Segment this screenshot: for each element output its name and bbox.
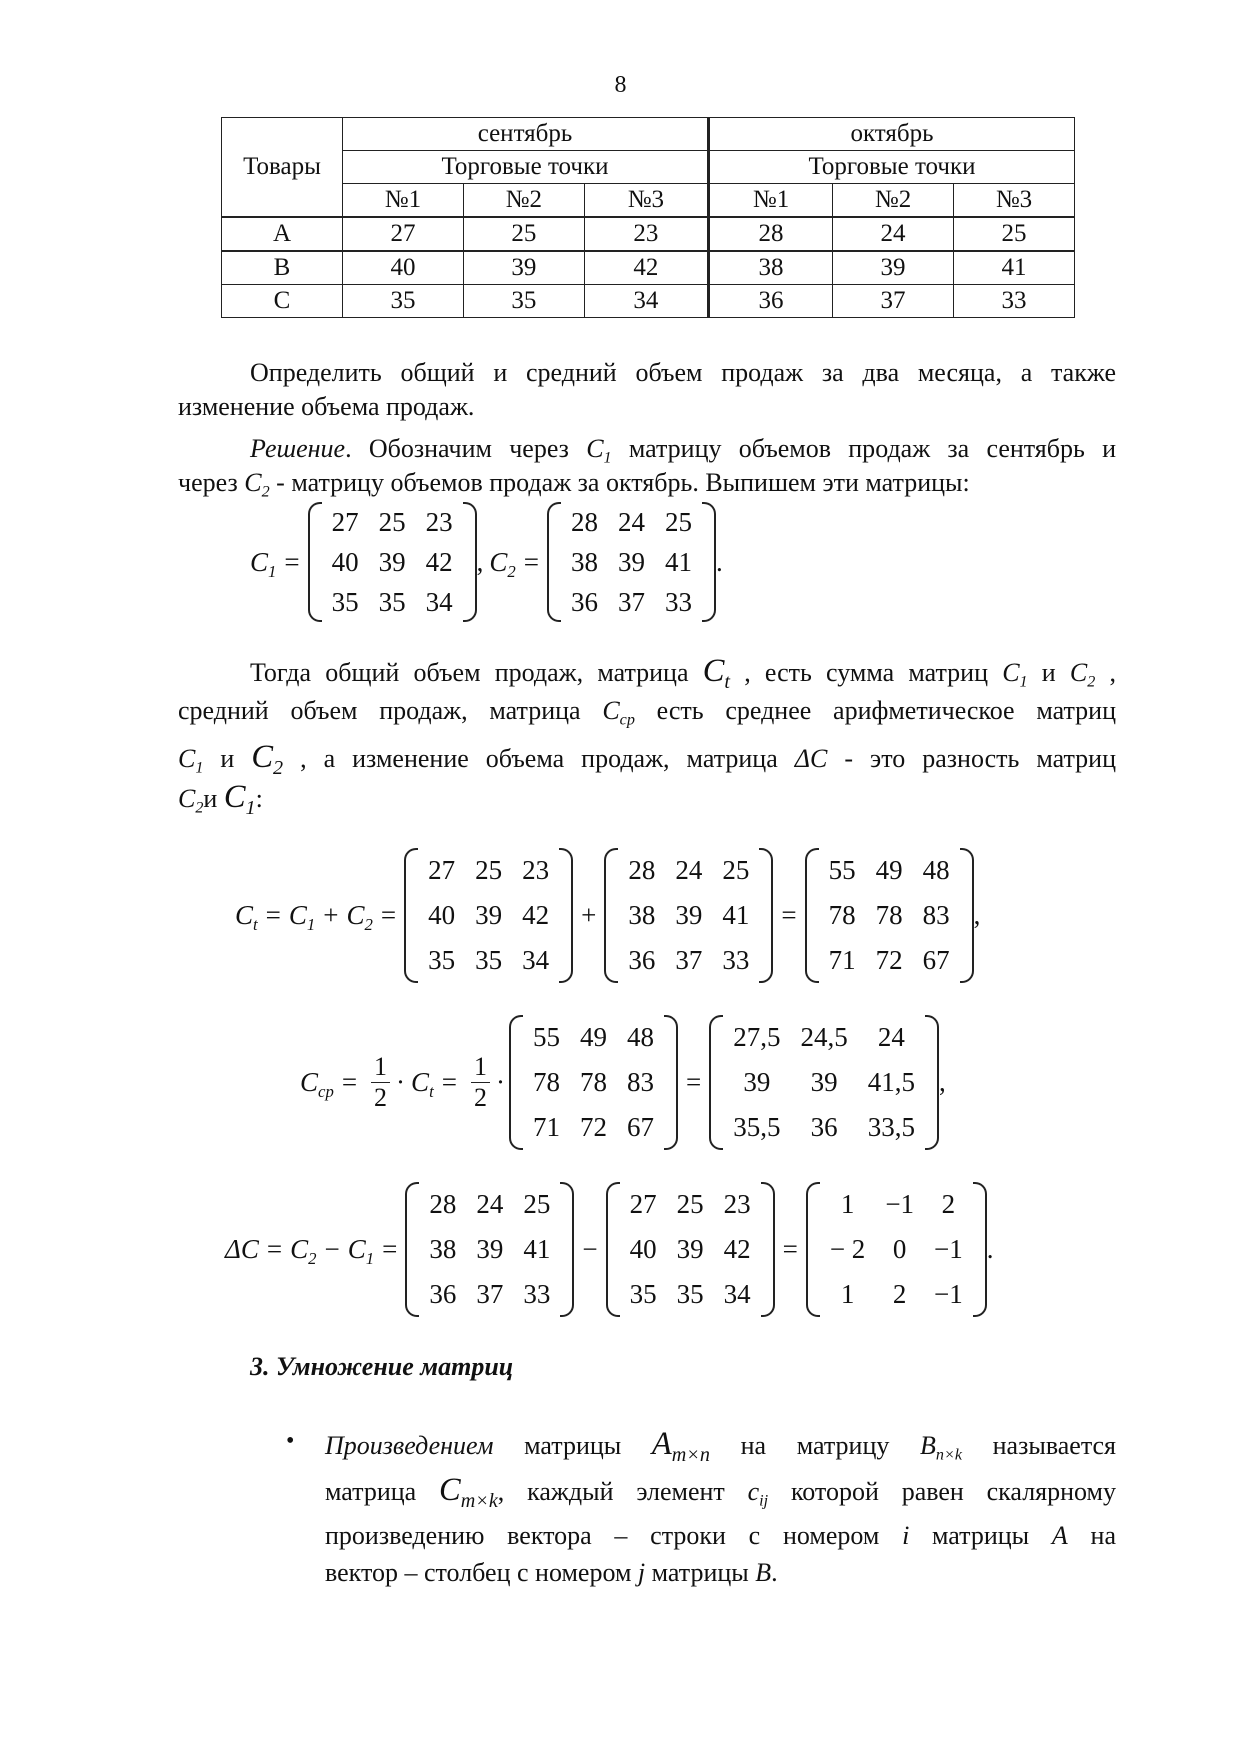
math-ct bbox=[702, 653, 731, 694]
equals-sign: = bbox=[284, 546, 300, 577]
math-sub: m×n bbox=[671, 1444, 710, 1467]
table-cell: 40 bbox=[343, 251, 464, 285]
matrix-cell: 33,5 bbox=[867, 1112, 915, 1142]
plus-sign: + bbox=[323, 900, 339, 930]
math-symbol: C bbox=[602, 696, 620, 725]
math-sub: 1 bbox=[365, 1248, 375, 1268]
matrix-cell: 34 bbox=[723, 1279, 751, 1309]
matrix-cell: 1 bbox=[840, 1189, 855, 1219]
matrix-cell: 36 bbox=[571, 587, 598, 617]
equals-sign: = bbox=[266, 1234, 283, 1264]
math-ct bbox=[411, 1067, 434, 1101]
definition-line-3 bbox=[325, 1514, 1116, 1558]
math-sub: 1 bbox=[306, 914, 316, 934]
then-line-4 bbox=[178, 778, 1116, 818]
math-sub: 2 bbox=[364, 914, 373, 934]
matrix-cell: −1 bbox=[934, 1234, 963, 1264]
then-line-2 bbox=[178, 692, 1116, 730]
text-run: Тогда общий объем продаж, матрица bbox=[250, 658, 703, 687]
fraction-numerator: 1 bbox=[471, 1052, 490, 1083]
matrix-c2 bbox=[547, 502, 716, 622]
math-sub: t bbox=[429, 1081, 434, 1101]
then-line-3 bbox=[178, 738, 1116, 778]
equals-sign: = bbox=[523, 546, 539, 577]
minus-sign: − bbox=[582, 1234, 598, 1264]
table-cell: 39 bbox=[833, 251, 954, 285]
dot-operator: · bbox=[495, 1067, 505, 1097]
math-ccp bbox=[602, 696, 635, 729]
math-sub: m×k bbox=[460, 1490, 498, 1513]
math-c1 bbox=[347, 1234, 375, 1268]
math-c2 bbox=[290, 1234, 317, 1268]
fraction-denominator: 2 bbox=[473, 1083, 487, 1112]
math-sub: 2 bbox=[195, 799, 204, 817]
matrix-cell: 25 bbox=[665, 507, 692, 537]
text-run: через bbox=[178, 468, 245, 497]
table-cell: 23 bbox=[584, 217, 708, 251]
table-cell: 33 bbox=[954, 285, 1075, 318]
matrix-cell: 27 bbox=[331, 507, 359, 537]
table-row bbox=[222, 285, 1075, 318]
math-c1 bbox=[223, 779, 256, 820]
matrix-ct bbox=[805, 848, 974, 983]
matrix-cell: 55 bbox=[532, 1022, 560, 1052]
table-cell: 35 bbox=[463, 285, 584, 318]
text-run: , а изменение объема продаж, матрица bbox=[283, 744, 795, 773]
math-i: i bbox=[902, 1521, 910, 1550]
matrix-c1 bbox=[308, 502, 477, 622]
math-symbol: C bbox=[251, 739, 274, 775]
text-run: матрицу объемов продаж за сентябрь и bbox=[611, 434, 1116, 463]
math-b: B bbox=[755, 1558, 772, 1587]
matrix-cell: 42 bbox=[522, 900, 550, 930]
matrix-cell: 48 bbox=[626, 1022, 654, 1052]
math-sub: 2 bbox=[261, 483, 270, 501]
equals-sign: = bbox=[685, 1067, 702, 1097]
text-run: матрица bbox=[325, 1477, 440, 1506]
math-c1 bbox=[586, 434, 612, 467]
equals-sign: = bbox=[382, 1234, 398, 1264]
math-symbol: C bbox=[1069, 658, 1088, 687]
math-c1 bbox=[178, 744, 204, 777]
math-b-nk bbox=[920, 1431, 962, 1464]
matrix-cell: 35 bbox=[676, 1279, 704, 1309]
matrix-cell: 34 bbox=[522, 945, 550, 975]
math-sub: 1 bbox=[245, 797, 256, 820]
matrix-cell: 33 bbox=[722, 945, 750, 975]
equals-sign: = bbox=[341, 1067, 358, 1097]
fraction-half bbox=[471, 1052, 490, 1113]
then-line-1 bbox=[178, 652, 1116, 692]
goods-header: Товары bbox=[222, 118, 343, 218]
matrix-cell: 27 bbox=[629, 1189, 657, 1219]
table-cell: 36 bbox=[708, 285, 832, 318]
matrix-c1 bbox=[404, 848, 573, 983]
page-number: 8 bbox=[614, 72, 627, 98]
math-symbol: A bbox=[651, 1426, 672, 1462]
math-sub: 2 bbox=[1087, 673, 1096, 691]
matrix-cell: 2 bbox=[892, 1279, 907, 1309]
math-symbol: C bbox=[300, 1067, 319, 1097]
text-run: на bbox=[1067, 1521, 1116, 1550]
matrix-cell: 41,5 bbox=[867, 1067, 915, 1097]
minus-sign: − bbox=[324, 1234, 340, 1264]
period: . bbox=[986, 1234, 994, 1264]
matrix-cell: 35 bbox=[331, 587, 359, 617]
outlets-header-sep: Торговые точки bbox=[343, 151, 709, 184]
equals-sign: = bbox=[441, 1067, 457, 1097]
equals-sign: = bbox=[782, 1234, 798, 1264]
solution-paragraph bbox=[178, 432, 1116, 500]
text-run: и bbox=[1027, 658, 1070, 687]
matrix-delta-c bbox=[806, 1182, 987, 1317]
matrix-cell: 42 bbox=[723, 1234, 751, 1264]
math-ct bbox=[235, 900, 258, 934]
matrix-c1 bbox=[606, 1182, 775, 1317]
table-cell: 25 bbox=[463, 217, 584, 251]
math-symbol: C bbox=[586, 434, 604, 463]
matrix-cell: 37 bbox=[618, 587, 645, 617]
matrix-cell: 24 bbox=[877, 1022, 905, 1052]
text-run: вектор – столбец с номером bbox=[325, 1558, 638, 1587]
matrix-ccp bbox=[709, 1015, 939, 1150]
matrix-cell: 23 bbox=[522, 855, 550, 885]
matrix-cell: 78 bbox=[828, 900, 856, 930]
matrix-cell: 40 bbox=[428, 900, 456, 930]
table-cell: 41 bbox=[954, 251, 1075, 285]
matrix-cell: 25 bbox=[523, 1189, 551, 1219]
matrix-cell: 28 bbox=[628, 855, 656, 885]
table-row bbox=[222, 251, 1075, 285]
text-run: средний объем продаж, матрица bbox=[178, 696, 603, 725]
fraction-numerator: 1 bbox=[371, 1052, 390, 1083]
section-title: 3. Умножение матриц bbox=[250, 1352, 514, 1381]
math-ccp bbox=[300, 1067, 334, 1101]
row-label: A bbox=[222, 217, 343, 251]
math-sub: 2 bbox=[308, 1248, 317, 1268]
matrix-cell: 38 bbox=[429, 1234, 457, 1264]
matrix-cell: 83 bbox=[922, 900, 950, 930]
plus-sign: + bbox=[581, 900, 597, 930]
matrix-cell: −1 bbox=[934, 1279, 963, 1309]
definition-paragraph bbox=[325, 1422, 1116, 1588]
matrix-cell: 27,5 bbox=[733, 1022, 781, 1052]
table-cell: 37 bbox=[833, 285, 954, 318]
matrix-cell: 1 bbox=[840, 1279, 855, 1309]
matrix-cell: 23 bbox=[723, 1189, 751, 1219]
table-cell: 24 bbox=[833, 217, 954, 251]
math-sub: ij bbox=[759, 1492, 769, 1510]
table-cell: 35 bbox=[343, 285, 464, 318]
matrix-cell: 39 bbox=[476, 1234, 504, 1264]
fraction-half bbox=[371, 1052, 390, 1113]
text-run: . bbox=[771, 1558, 778, 1587]
matrix-cell: −1 bbox=[885, 1189, 915, 1219]
text-run: - матрицу объемов продаж за октябрь. Выпишем эти матрицы: bbox=[269, 468, 970, 497]
matrix-cell: 72 bbox=[579, 1112, 607, 1142]
matrix-cell: 37 bbox=[476, 1279, 504, 1309]
math-symbol: C bbox=[178, 744, 196, 773]
month-header-oct: октябрь bbox=[708, 118, 1074, 151]
table-cell: 25 bbox=[954, 217, 1075, 251]
matrix-cell: 83 bbox=[626, 1067, 654, 1097]
matrix-cell: 78 bbox=[532, 1067, 560, 1097]
dot-operator: · bbox=[396, 1067, 406, 1097]
matrix-cell: 40 bbox=[629, 1234, 657, 1264]
matrix-cell: 39 bbox=[810, 1067, 838, 1097]
text-run: . Обозначим через bbox=[345, 434, 587, 463]
definition-line-1 bbox=[325, 1422, 1116, 1468]
matrix-cell: 33 bbox=[665, 587, 692, 617]
solution-line-2 bbox=[178, 466, 1116, 500]
matrix-cell: 67 bbox=[626, 1112, 654, 1142]
table-cell: 39 bbox=[463, 251, 584, 285]
math-symbol: C bbox=[250, 546, 269, 577]
matrix-cell: 34 bbox=[425, 587, 453, 617]
matrix-cell: 25 bbox=[722, 855, 750, 885]
outlet-label: №3 bbox=[584, 184, 708, 218]
outlets-header-oct: Торговые точки bbox=[708, 151, 1074, 184]
fraction-denominator: 2 bbox=[374, 1083, 388, 1112]
math-sub: 1 bbox=[195, 759, 204, 777]
matrix-cell: 38 bbox=[571, 547, 598, 577]
matrix-cell: 42 bbox=[425, 547, 453, 577]
math-symbol: C bbox=[290, 1234, 309, 1264]
definition-line-4 bbox=[325, 1558, 1116, 1588]
matrix-cell: 23 bbox=[425, 507, 453, 537]
matrix-cell: 71 bbox=[828, 945, 856, 975]
matrix-cell: 49 bbox=[875, 855, 903, 885]
math-symbol: C bbox=[347, 1234, 366, 1264]
text-run: матрицы bbox=[909, 1521, 1052, 1550]
comma: , bbox=[476, 546, 484, 577]
text-run: есть среднее арифметическое матриц bbox=[634, 696, 1116, 725]
matrix-cell: 38 bbox=[628, 900, 656, 930]
matrix-cell: 28 bbox=[571, 507, 598, 537]
matrix-cell: 24 bbox=[618, 507, 645, 537]
matrix-cell: 27 bbox=[428, 855, 456, 885]
matrix-cell: 39 bbox=[743, 1067, 771, 1097]
math-c1 bbox=[288, 900, 316, 934]
math-c2 bbox=[244, 468, 270, 501]
text-run: и bbox=[203, 744, 252, 773]
then-paragraph bbox=[178, 652, 1116, 818]
outlet-label: №2 bbox=[833, 184, 954, 218]
matrix-cell: 2 bbox=[941, 1189, 956, 1219]
comma: , bbox=[973, 900, 981, 930]
math-symbol: C bbox=[235, 900, 254, 930]
math-sub: cp bbox=[619, 711, 635, 729]
definition-word: Произведением bbox=[325, 1431, 494, 1460]
math-j: j bbox=[637, 1558, 646, 1587]
text-run: , каждый элемент bbox=[497, 1477, 748, 1506]
matrix-cell: 40 bbox=[331, 547, 359, 577]
text-run: и bbox=[203, 784, 224, 813]
matrix-cell: 72 bbox=[875, 945, 903, 975]
math-c-mk bbox=[439, 1472, 498, 1513]
text-run: : bbox=[255, 784, 263, 813]
matrix-cell: 67 bbox=[922, 945, 950, 975]
matrix-cell: 24,5 bbox=[800, 1022, 848, 1052]
solution-word: Решение bbox=[250, 434, 346, 463]
math-sub: t bbox=[724, 671, 731, 694]
equation-ccp bbox=[300, 1015, 946, 1150]
table-cell: 27 bbox=[343, 217, 464, 251]
matrix-cell: 78 bbox=[875, 900, 903, 930]
math-sub: 1 bbox=[603, 449, 612, 467]
matrix-cell: 24 bbox=[476, 1189, 504, 1219]
comma: , bbox=[938, 1067, 946, 1097]
matrix-cell: 39 bbox=[378, 547, 406, 577]
matrix-cell: − 2 bbox=[829, 1234, 866, 1264]
period: . bbox=[716, 546, 723, 577]
math-sub: cp bbox=[318, 1081, 334, 1101]
row-label: C bbox=[222, 285, 343, 318]
text-run: которой равен скалярному bbox=[768, 1477, 1116, 1506]
math-symbol: C bbox=[223, 779, 246, 815]
equation-ct bbox=[235, 848, 980, 983]
table-cell: 38 bbox=[708, 251, 832, 285]
text-run: на матрицу bbox=[709, 1431, 921, 1460]
math-symbol: B bbox=[920, 1431, 936, 1460]
matrix-cell: 39 bbox=[618, 547, 645, 577]
equation-delta-c bbox=[225, 1182, 994, 1317]
math-symbol: C bbox=[178, 784, 196, 813]
math-c2 bbox=[489, 546, 516, 581]
outlet-label: №1 bbox=[708, 184, 832, 218]
matrix-cell: 28 bbox=[429, 1189, 457, 1219]
matrix-cell: 35 bbox=[428, 945, 456, 975]
bullet-icon: • bbox=[286, 1428, 295, 1454]
matrix-cell: 35 bbox=[475, 945, 503, 975]
matrix-cell: 55 bbox=[828, 855, 856, 885]
matrix-cell: 0 bbox=[892, 1234, 907, 1264]
matrix-cell: 36 bbox=[429, 1279, 457, 1309]
matrix-cell: 41 bbox=[665, 547, 692, 577]
text-run: матрицы bbox=[645, 1558, 756, 1587]
outlet-label: №2 bbox=[463, 184, 584, 218]
matrix-cell: 48 bbox=[922, 855, 950, 885]
math-symbol: C bbox=[346, 900, 365, 930]
math-sub: n×k bbox=[935, 1446, 962, 1464]
math-a: A bbox=[1051, 1521, 1068, 1550]
matrix-cell: 39 bbox=[675, 900, 703, 930]
matrix-cell: 49 bbox=[579, 1022, 607, 1052]
math-c2 bbox=[1069, 658, 1096, 691]
table-row bbox=[222, 217, 1075, 251]
math-sub: 2 bbox=[507, 561, 516, 581]
math-symbol: C bbox=[489, 546, 508, 577]
math-symbol: c bbox=[747, 1477, 760, 1506]
matrix-cell: 71 bbox=[532, 1112, 560, 1142]
math-c1 bbox=[1002, 658, 1028, 691]
math-symbol: C bbox=[411, 1067, 430, 1097]
text-run: матрицы bbox=[493, 1431, 652, 1460]
math-c2 bbox=[346, 900, 373, 934]
matrix-cell: 36 bbox=[628, 945, 656, 975]
task-paragraph: Определить общий и средний объем продаж за два месяца, а также изменение объема продаж. bbox=[178, 358, 1116, 421]
table-cell: 42 bbox=[584, 251, 708, 285]
text-run: произведению вектора – строки с номером bbox=[325, 1521, 903, 1550]
sales-table bbox=[221, 117, 1075, 318]
math-delta-c bbox=[225, 1234, 259, 1265]
math-c2 bbox=[251, 739, 284, 780]
text-run: - это разность матриц bbox=[827, 744, 1117, 773]
matrix-cell: 39 bbox=[676, 1234, 704, 1264]
math-cij bbox=[747, 1477, 769, 1510]
row-label: B bbox=[222, 251, 343, 285]
math-symbol: C bbox=[439, 1472, 461, 1508]
math-c1 bbox=[250, 546, 277, 581]
matrix-cell: 33 bbox=[523, 1279, 551, 1309]
equals-sign: = bbox=[380, 900, 397, 930]
equation-c1-c2 bbox=[250, 502, 723, 622]
matrix-cell: 25 bbox=[475, 855, 503, 885]
matrix-cell: 25 bbox=[676, 1189, 704, 1219]
definition-line-2 bbox=[325, 1468, 1116, 1514]
matrix-cell: 25 bbox=[378, 507, 406, 537]
matrix-cell: 35 bbox=[629, 1279, 657, 1309]
equals-sign: = bbox=[265, 900, 281, 930]
matrix-cell: 41 bbox=[523, 1234, 551, 1264]
matrix-cell: 24 bbox=[675, 855, 703, 885]
table-cell: 28 bbox=[708, 217, 832, 251]
solution-line-1 bbox=[178, 432, 1116, 466]
matrix-cell: 36 bbox=[810, 1112, 838, 1142]
equals-sign: = bbox=[781, 900, 797, 930]
matrix-ct bbox=[509, 1015, 678, 1150]
math-symbol: C bbox=[244, 468, 262, 497]
math-sub: 1 bbox=[268, 561, 277, 581]
outlet-label: №1 bbox=[343, 184, 464, 218]
matrix-cell: 78 bbox=[579, 1067, 607, 1097]
math-symbol: C bbox=[288, 900, 307, 930]
math-sub: 1 bbox=[1019, 673, 1028, 691]
outlet-label: №3 bbox=[954, 184, 1075, 218]
matrix-cell: 41 bbox=[722, 900, 750, 930]
math-delta-c bbox=[795, 744, 828, 773]
matrix-cell: 35,5 bbox=[733, 1112, 781, 1142]
math-sub: t bbox=[253, 914, 258, 934]
matrix-c2 bbox=[604, 848, 773, 983]
math-c2 bbox=[178, 784, 204, 817]
matrix-cell: 37 bbox=[675, 945, 703, 975]
matrix-cell: 35 bbox=[378, 587, 406, 617]
math-symbol: C bbox=[1002, 658, 1020, 687]
math-a-mn bbox=[651, 1426, 710, 1467]
text-run: , bbox=[1095, 658, 1117, 687]
text-run: , есть сумма матриц bbox=[730, 658, 1003, 687]
math-symbol: C bbox=[810, 744, 828, 773]
math-sub: 2 bbox=[273, 757, 284, 780]
matrix-c2 bbox=[405, 1182, 574, 1317]
math-symbol: Δ bbox=[794, 744, 811, 773]
text-run: называется bbox=[961, 1431, 1117, 1460]
month-header-sep: сентябрь bbox=[343, 118, 709, 151]
matrix-cell: 39 bbox=[475, 900, 503, 930]
math-symbol: C bbox=[702, 653, 725, 689]
math-symbol: Δ bbox=[225, 1234, 241, 1264]
math-symbol: C bbox=[240, 1234, 259, 1264]
table-cell: 34 bbox=[584, 285, 708, 318]
